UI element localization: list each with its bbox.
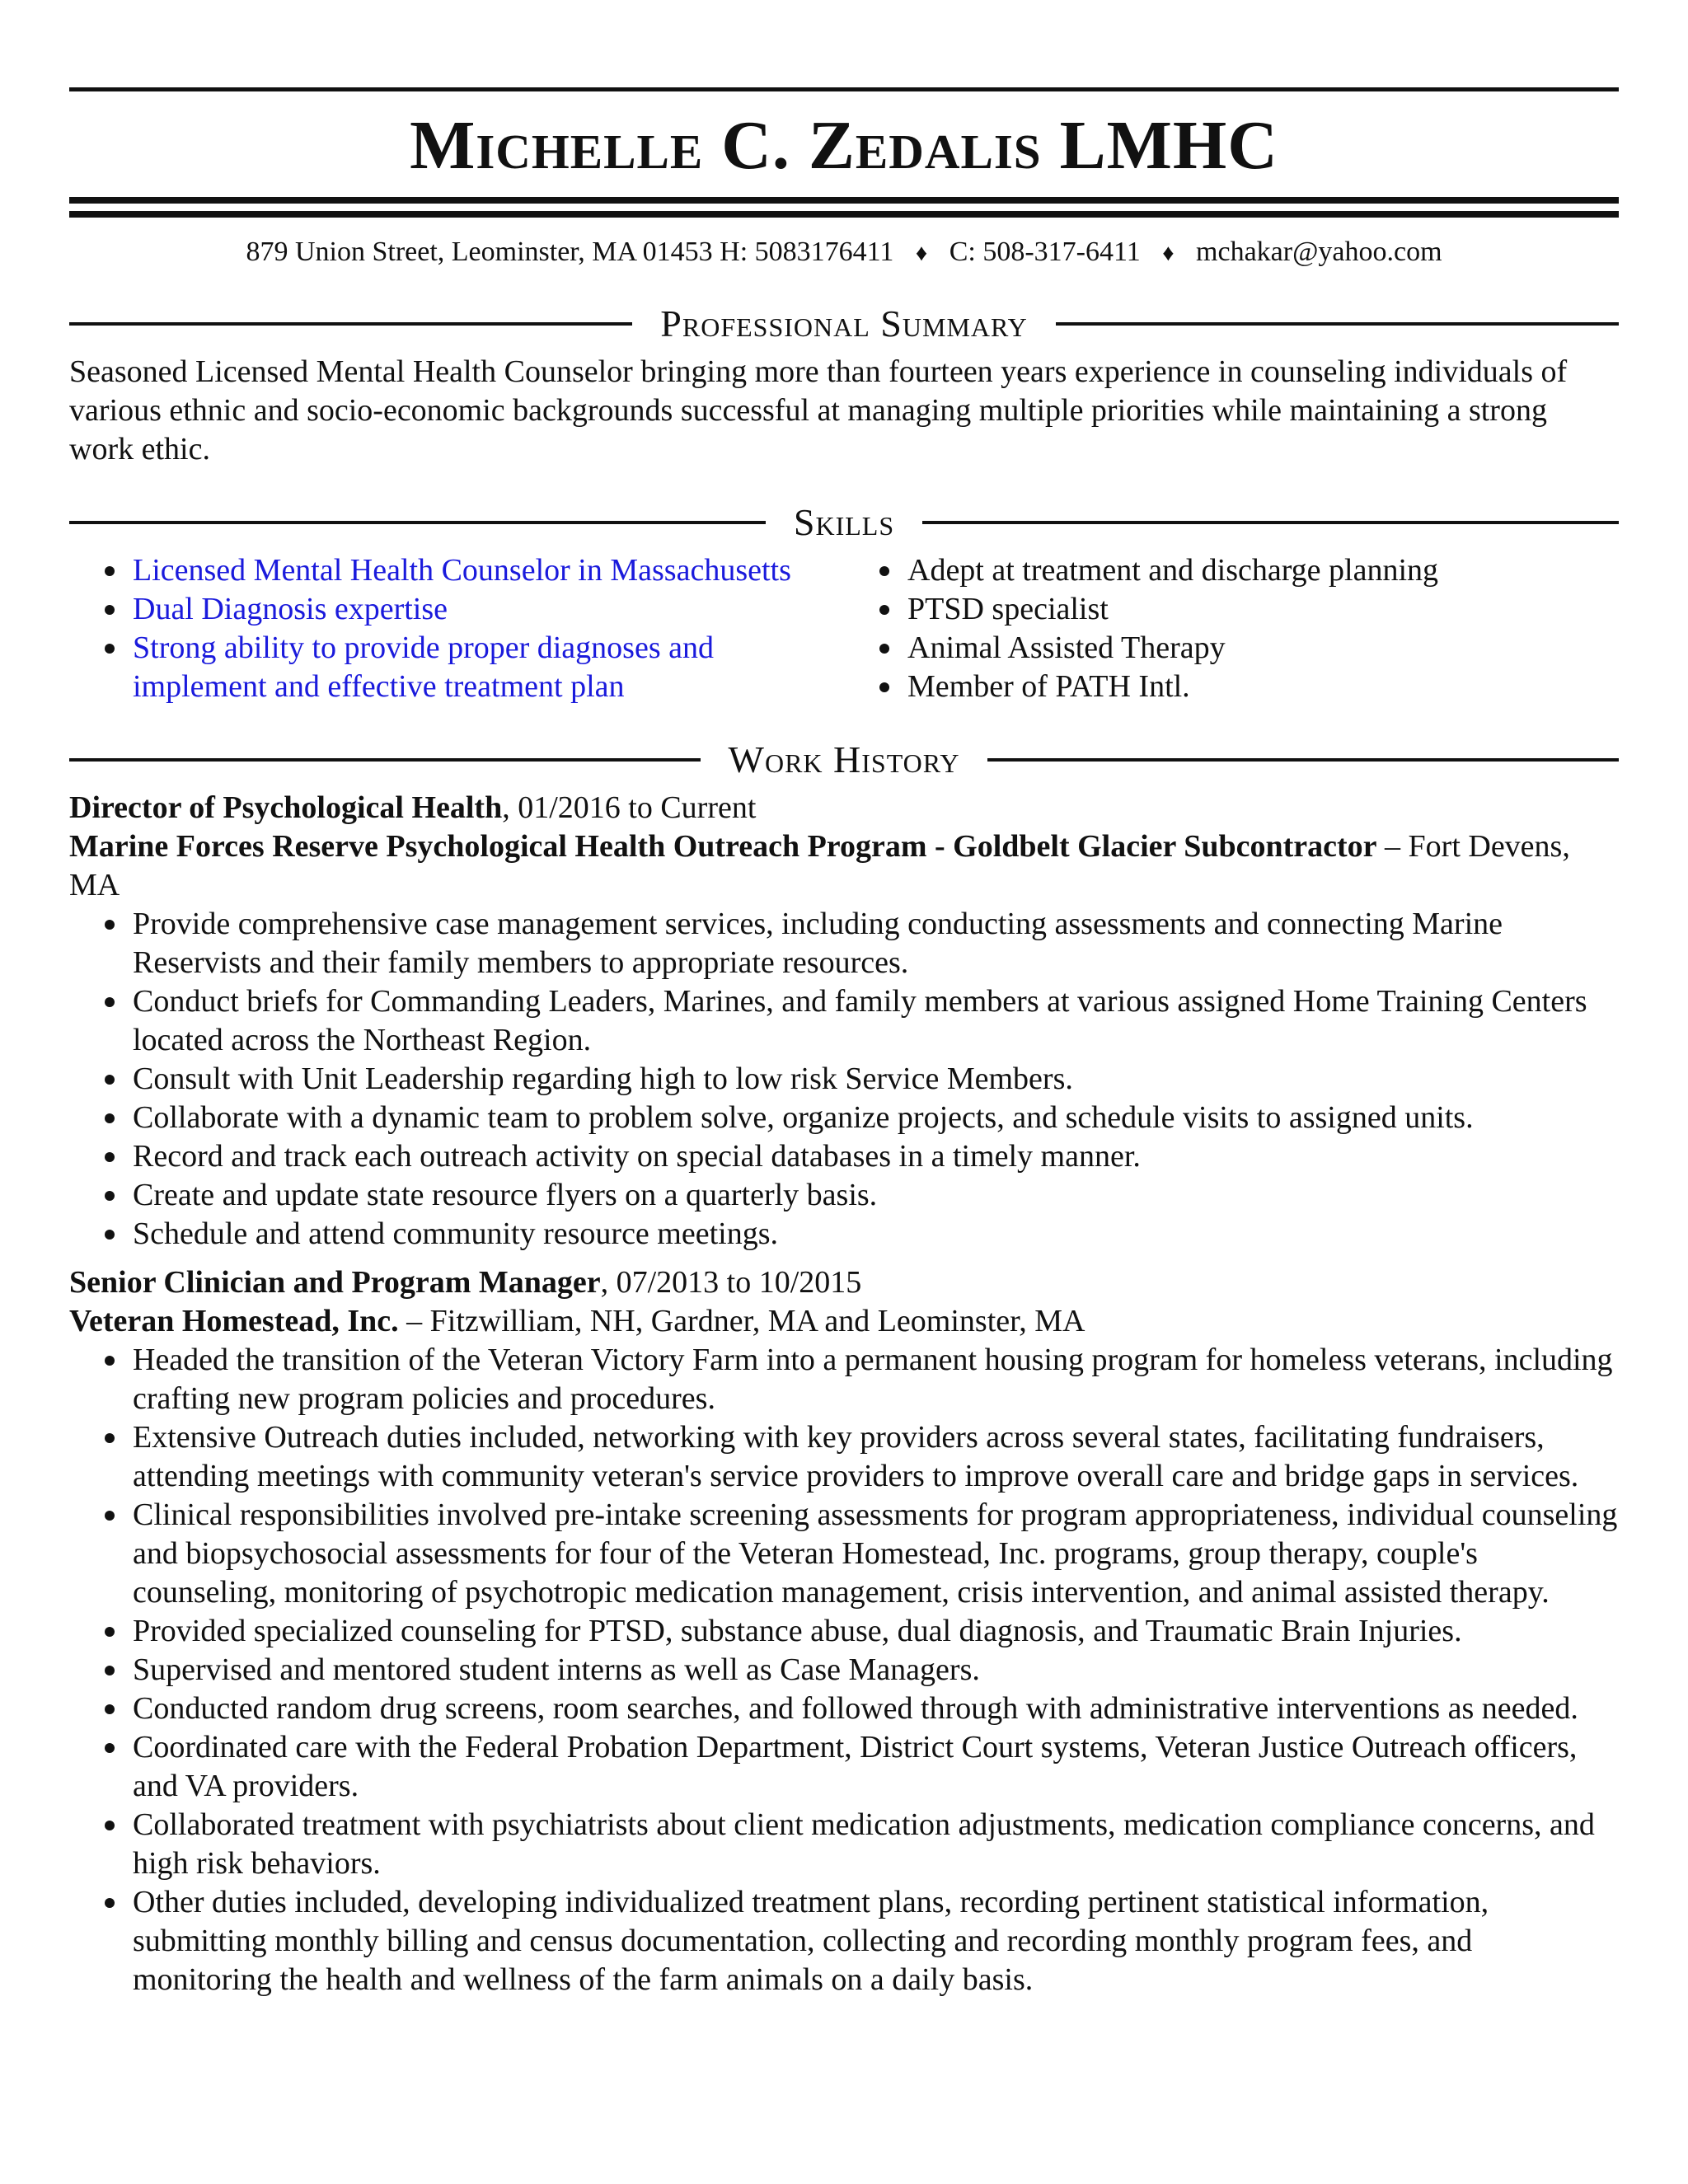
job-entry: [69, 1263, 1619, 1999]
skills-column-right: [844, 551, 1619, 706]
job-dates: , 07/2013 to 10/2015: [600, 1265, 862, 1300]
job-duty: Record and track each outreach activity on special databases in a timely manner.: [69, 1137, 1619, 1176]
job-duty: Provide comprehensive case management services, including conducting assessments and connecting Marine Reservists and their family members to appropriate resources.: [69, 905, 1619, 982]
job-duty: Conducted random drug screens, room searches, and followed through with administrative interventions as needed.: [69, 1690, 1619, 1728]
job-duty: Headed the transition of the Veteran Victory Farm into a permanent housing program for homeless veterans, including crafting new program policies and procedures.: [69, 1341, 1619, 1418]
skill-item: Strong ability to provide proper diagnoses and implement and effective treatment plan: [69, 629, 844, 706]
employer-line: [69, 1302, 1619, 1341]
divider: [1056, 322, 1619, 326]
job-duty: Clinical responsibilities involved pre-intake screening assessments for program appropriateness, individual counseling and biopsychosocial assessments for four of the Veteran Homestead, Inc. programs, group therapy, couple's counseling, monitoring of psychotropic medication management, crisis intervention, and animal assisted therapy.: [69, 1496, 1619, 1612]
job-duties: [69, 905, 1619, 1254]
address: 879 Union Street, Leominster, MA 01453: [246, 237, 713, 267]
job-duty: Extensive Outreach duties included, networking with key providers across several states, facilitating fundraisers, attending meetings with community veteran's service providers to improve overall care and bridge gaps in services.: [69, 1418, 1619, 1496]
employer-line: [69, 827, 1619, 905]
cell-phone: C: 508-317-6411: [949, 237, 1141, 267]
name-rule-upper: [69, 197, 1619, 204]
summary-text: Seasoned Licensed Mental Health Counselor bringing more than fourteen years experience in counseling individuals of various ethnic and socio-economic backgrounds successful at managing multiple priorities while maintaining a strong work ethic.: [69, 354, 1568, 466]
skill-item: Member of PATH Intl.: [844, 668, 1619, 706]
job-duty: Conduct briefs for Commanding Leaders, Marines, and family members at various assigned Home Training Centers located across the Northeast Region.: [69, 982, 1619, 1060]
job-duties: [69, 1341, 1619, 1999]
employer: Veteran Homestead, Inc.: [69, 1304, 399, 1338]
job-duty: Collaborated treatment with psychiatrists about client medication adjustments, medication compliance concerns, and high risk behaviors.: [69, 1806, 1619, 1883]
divider: [987, 758, 1619, 762]
skill-item: Licensed Mental Health Counselor in Massachusetts: [69, 551, 844, 590]
divider: [69, 521, 766, 524]
job-duty: Collaborate with a dynamic team to problem solve, organize projects, and schedule visits to assigned units.: [69, 1099, 1619, 1137]
top-rule: [69, 87, 1619, 91]
section-title: Work History: [728, 738, 960, 780]
skill-item: Dual Diagnosis expertise: [69, 590, 844, 629]
diamond-separator-icon: ♦: [1162, 241, 1175, 266]
email[interactable]: mchakar@yahoo.com: [1196, 237, 1442, 267]
divider: [69, 322, 632, 326]
section-header-skills: [69, 502, 1619, 543]
job-location: – Fort Devens, MA: [69, 829, 1570, 902]
job-duty: Schedule and attend community resource meetings.: [69, 1215, 1619, 1254]
section-header-summary: [69, 303, 1619, 344]
skills-list: [69, 551, 1619, 706]
job-duty: Coordinated care with the Federal Probation Department, District Court systems, Veteran Justice Outreach officers, and VA providers.: [69, 1728, 1619, 1806]
job-title: Senior Clinician and Program Manager: [69, 1265, 601, 1300]
section-title: Professional Summary: [660, 302, 1028, 344]
job-title-line: [69, 1263, 1619, 1302]
divider: [922, 521, 1619, 524]
job-duty: Supervised and mentored student interns as well as Case Managers.: [69, 1651, 1619, 1690]
section-title: Skills: [793, 501, 895, 543]
job-duty: Other duties included, developing individualized treatment plans, recording pertinent statistical information, submitting monthly billing and census documentation, collecting and recording monthly program fees, and monitoring the health and wellness of the farm animals on a daily basis.: [69, 1883, 1619, 1999]
skills-column-left: [69, 551, 844, 706]
resume-page: [69, 87, 1619, 1999]
divider: [69, 758, 701, 762]
contact-line: [69, 236, 1619, 270]
skill-item: PTSD specialist: [844, 590, 1619, 629]
diamond-separator-icon: ♦: [915, 241, 928, 266]
employer: Marine Forces Reserve Psychological Health Outreach Program - Goldbelt Glacier Subcontractor: [69, 829, 1377, 864]
job-title: Director of Psychological Health: [69, 790, 503, 825]
job-duty: Create and update state resource flyers on a quarterly basis.: [69, 1176, 1619, 1215]
name-rule-lower: [69, 211, 1619, 218]
section-header-work-history: [69, 739, 1619, 780]
job-entry: [69, 789, 1619, 1254]
skill-item: Animal Assisted Therapy: [844, 629, 1619, 668]
job-dates: , 01/2016 to Current: [502, 790, 757, 825]
job-title-line: [69, 789, 1619, 827]
job-location: – Fitzwilliam, NH, Gardner, MA and Leominster, MA: [398, 1304, 1085, 1338]
job-duty: Consult with Unit Leadership regarding high to low risk Service Members.: [69, 1060, 1619, 1099]
candidate-name: Michelle C. Zedalis LMHC: [410, 107, 1278, 184]
job-duty: Provided specialized counseling for PTSD, substance abuse, dual diagnosis, and Traumatic Brain Injuries.: [69, 1612, 1619, 1651]
home-phone: H: 5083176411: [720, 237, 894, 267]
skill-item: Adept at treatment and discharge planning: [844, 551, 1619, 590]
